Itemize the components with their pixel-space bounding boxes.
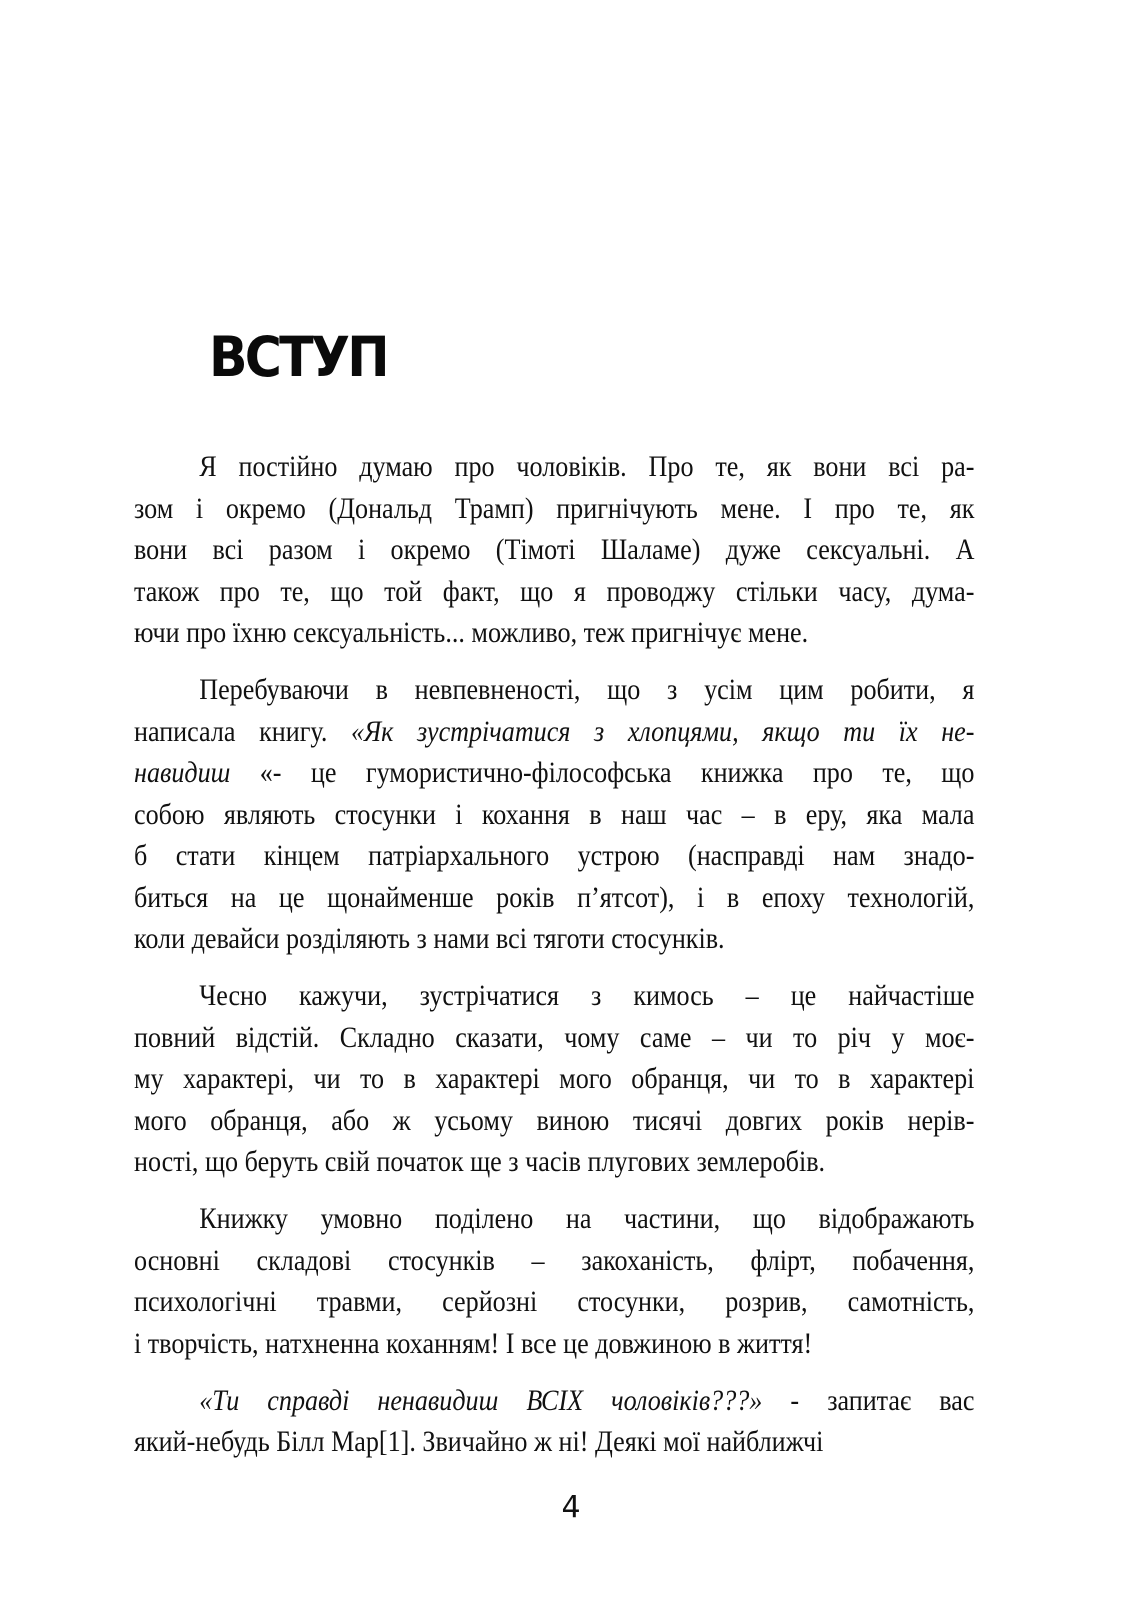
text-line <box>134 877 974 919</box>
text-segment: який-небудь Білл Мар[1]. Звичайно ж ні! Деякі мої найближчі <box>134 1425 824 1458</box>
chapter-title: ВСТУП <box>209 325 387 389</box>
text-line <box>134 918 974 960</box>
paragraph <box>134 669 974 960</box>
text-line <box>134 1141 974 1183</box>
text-segment: зом і окремо (Дональд Трамп) пригнічують мене. І про те, як <box>134 491 975 525</box>
text-segment: Книжку умовно поділено на частини, що відображають <box>199 1202 975 1235</box>
paragraph <box>134 975 974 1183</box>
text-segment: і творчість, натхненна коханням! І все це довжиною в життя! <box>134 1326 813 1360</box>
paragraph <box>134 1198 974 1364</box>
text-segment: написала книгу. <box>134 714 351 748</box>
text-segment: ючи про їхню сексуальність... можливо, теж пригнічує мене. <box>134 616 809 649</box>
italic-text: «Як зустрічатися з хлопцями, якщо ти їх не- <box>350 714 975 748</box>
text-line <box>134 669 974 711</box>
paragraph <box>134 1380 974 1463</box>
text-segment: - запитає вас <box>790 1383 975 1417</box>
text-segment: коли девайси розділяють з нами всі тяготи стосунків. <box>134 922 725 955</box>
text-segment: психологічні травми, серйозні стосунки, розрив, самотність, <box>134 1285 975 1318</box>
text-line <box>134 488 974 530</box>
page-number: 4 <box>561 1490 581 1525</box>
text-segment: биться на це щонайменше років п’ятсот), і в епоху технологій, <box>134 880 975 914</box>
text-segment: Я постійно думаю про чоловіків. Про те, як вони всі ра- <box>199 450 975 483</box>
text-line <box>134 446 974 488</box>
text-segment: основні складові стосунків – закоханість, флірт, побачення, <box>134 1243 975 1277</box>
text-line <box>134 612 974 654</box>
text-line <box>134 752 974 794</box>
text-segment: мого обранця, або ж усьому виною тисячі довгих років нерів- <box>134 1103 975 1137</box>
text-segment: повний відстій. Складно сказати, чому саме – чи то річ у моє- <box>134 1020 975 1054</box>
text-line <box>134 794 974 836</box>
text-segment: собою являють стосунки і кохання в наш час – в еру, яка мала <box>134 797 975 831</box>
text-segment: Перебуваючи в невпевненості, що з усім цим робити, я <box>199 673 975 706</box>
text-segment: також про те, що той факт, що я проводжу стільки часу, дума- <box>134 574 975 608</box>
text-line <box>134 1380 974 1422</box>
text-segment: б стати кінцем патріархального устрою (насправді нам знадо- <box>134 839 975 872</box>
text-segment: ності, що беруть свій початок ще з часів плугових землеробів. <box>134 1145 826 1178</box>
italic-text: навидиш <box>134 756 260 789</box>
text-line <box>134 1198 974 1240</box>
text-segment: вони всі разом і окремо (Тімоті Шаламе) дуже сексуальні. А <box>134 533 975 566</box>
text-line <box>134 975 974 1017</box>
paragraph <box>134 446 974 654</box>
text-line <box>134 1281 974 1323</box>
text-line <box>134 571 974 613</box>
text-line <box>134 1058 974 1100</box>
body-text <box>134 446 974 1478</box>
text-line <box>134 835 974 877</box>
text-line <box>134 1240 974 1282</box>
text-segment: «- це гумористично-філософська книжка про те, що <box>259 756 975 789</box>
italic-text: «Ти справді ненавидиш ВСІХ чоловіків???» <box>199 1383 791 1417</box>
text-line <box>134 1100 974 1142</box>
text-line <box>134 711 974 753</box>
text-line <box>134 1421 974 1463</box>
text-line <box>134 1017 974 1059</box>
text-segment: му характері, чи то в характері мого обранця, чи то в характері <box>134 1062 975 1095</box>
text-segment: Чесно кажучи, зустрічатися з кимось – це найчастіше <box>199 979 975 1012</box>
text-line <box>134 529 974 571</box>
text-line <box>134 1323 974 1365</box>
